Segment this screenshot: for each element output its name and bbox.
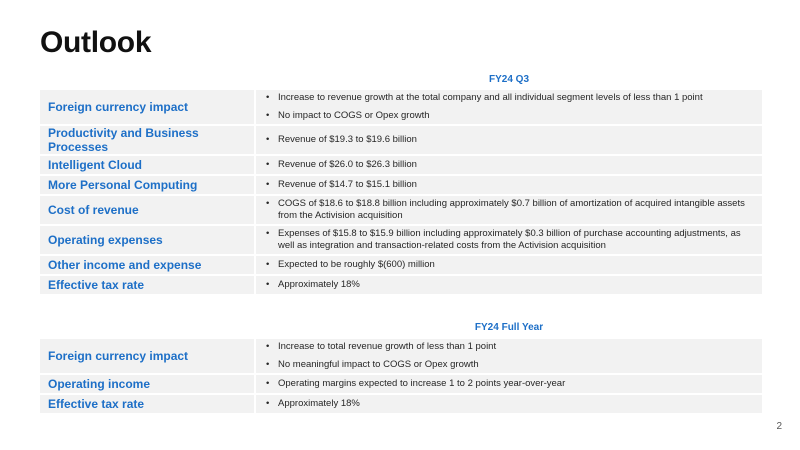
bullet-item [264, 359, 754, 371]
outlook-table [40, 337, 762, 415]
bullet-icon: • [266, 134, 270, 145]
row-content [256, 176, 762, 194]
row-label: Other income and expense [40, 256, 256, 274]
bullet-item [264, 398, 754, 410]
bullet-text: Approximately 18% [278, 279, 360, 290]
bullet-item [264, 279, 754, 291]
bullet-text: Expenses of $15.8 to $15.9 billion including approximately $0.3 billion of purchase accounting adjustments, as well as integration and transaction-related costs from the Activision acquisition [278, 228, 741, 251]
bullet-item [264, 110, 754, 122]
bullet-icon: • [266, 198, 270, 209]
bullet-text: COGS of $18.6 to $18.8 billion including approximately $0.7 billion of amortization of acquired intangible assets from the Activision acquisition [278, 198, 745, 221]
bullet-text: Increase to total revenue growth of less than 1 point [278, 341, 497, 352]
row-content [256, 256, 762, 274]
row-content [256, 395, 762, 413]
row-content [256, 156, 762, 174]
page-number: 2 [776, 421, 782, 432]
bullet-icon: • [266, 279, 270, 290]
bullet-text: Revenue of $19.3 to $19.6 billion [278, 134, 417, 145]
outlook-table [40, 88, 762, 296]
bullet-item [264, 198, 754, 222]
row-label: Operating expenses [40, 226, 256, 254]
table-row [40, 276, 762, 294]
row-label: Foreign currency impact [40, 90, 256, 124]
bullet-text: Operating margins expected to increase 1 to 2 points year-over-year [278, 378, 566, 389]
table-row [40, 339, 762, 373]
bullet-text: Increase to revenue growth at the total company and all individual segment levels of less than 1 point [278, 92, 703, 103]
table-row [40, 126, 762, 154]
row-label: Effective tax rate [40, 276, 256, 294]
bullet-item [264, 341, 754, 353]
row-content [256, 339, 762, 373]
bullet-icon: • [266, 228, 270, 239]
bullet-text: Expected to be roughly $(600) million [278, 259, 435, 270]
row-content [256, 126, 762, 154]
row-content [256, 276, 762, 294]
bullet-item [264, 259, 754, 271]
bullet-text: Approximately 18% [278, 398, 360, 409]
table-row [40, 395, 762, 413]
row-label: More Personal Computing [40, 176, 256, 194]
table-row [40, 375, 762, 393]
bullet-icon: • [266, 110, 270, 121]
bullet-icon: • [266, 378, 270, 389]
bullet-icon: • [266, 179, 270, 190]
bullet-icon: • [266, 341, 270, 352]
bullet-item [264, 92, 754, 104]
bullet-text: Revenue of $14.7 to $15.1 billion [278, 179, 417, 190]
bullet-text: Revenue of $26.0 to $26.3 billion [278, 159, 417, 170]
section-heading: FY24 Q3 [488, 74, 530, 85]
table-row [40, 156, 762, 174]
bullet-icon: • [266, 398, 270, 409]
row-content [256, 375, 762, 393]
table-row [40, 226, 762, 254]
row-label: Productivity and Business Processes [40, 126, 256, 154]
bullet-icon: • [266, 92, 270, 103]
bullet-item [264, 159, 754, 171]
row-content [256, 226, 762, 254]
outlook-section-q3 [40, 73, 762, 296]
bullet-item [264, 378, 754, 390]
section-heading: FY24 Full Year [474, 322, 544, 333]
bullet-text: No impact to COGS or Opex growth [278, 110, 430, 121]
row-label: Foreign currency impact [40, 339, 256, 373]
page-title: Outlook [40, 26, 152, 59]
row-content [256, 90, 762, 124]
bullet-icon: • [266, 259, 270, 270]
outlook-section-full-year [40, 321, 762, 415]
row-content [256, 196, 762, 224]
bullet-icon: • [266, 159, 270, 170]
bullet-icon: • [266, 359, 270, 370]
bullet-item [264, 179, 754, 191]
table-row [40, 176, 762, 194]
bullet-text: No meaningful impact to COGS or Opex growth [278, 359, 479, 370]
row-label: Cost of revenue [40, 196, 256, 224]
table-row [40, 196, 762, 224]
row-label: Effective tax rate [40, 395, 256, 413]
bullet-item [264, 134, 754, 146]
row-label: Operating income [40, 375, 256, 393]
table-row [40, 90, 762, 124]
bullet-item [264, 228, 754, 252]
table-row [40, 256, 762, 274]
row-label: Intelligent Cloud [40, 156, 256, 174]
